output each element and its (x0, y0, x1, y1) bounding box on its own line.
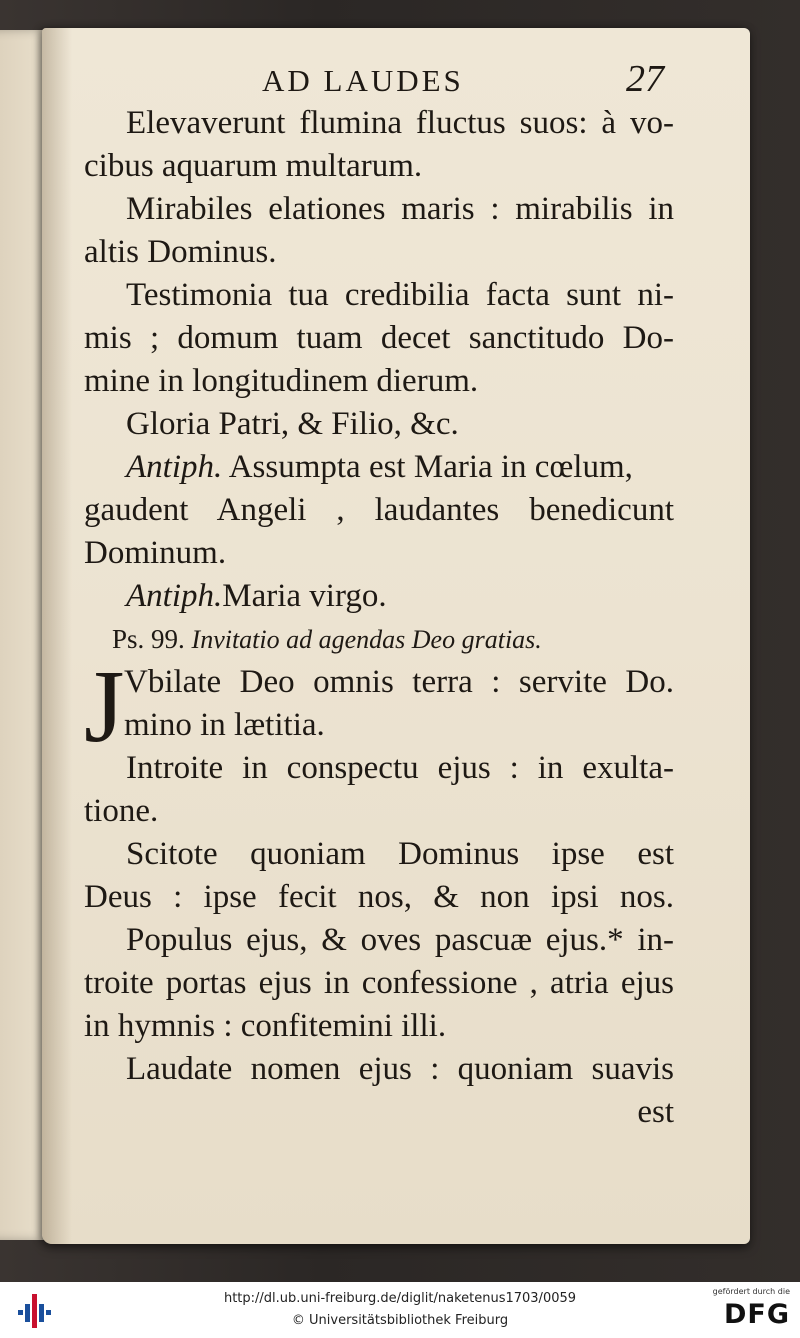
antiphon-line (84, 446, 674, 489)
text-line: Laudate nomen ejus : quoniam suavis (126, 1051, 674, 1087)
psalm-heading (84, 618, 674, 661)
psalm-label: Ps. 99. (112, 624, 185, 654)
text-line: Introite in conspectu ejus : in exulta- (126, 750, 674, 786)
text-line: Mirabiles elationes maris : mirabilis in (126, 191, 674, 227)
dfg-logo: DFG (723, 1299, 790, 1330)
text-line: Elevaverunt flumina fluctus suos: à vo- (126, 105, 674, 141)
text-line: gaudent Angeli , laudantes benedicunt (84, 492, 674, 528)
text-line: cibus aquarum multarum. (84, 148, 423, 184)
text-line: Vbilate Deo omnis terra : servite Do. (124, 664, 674, 700)
text-line: in hymnis : confitemini illi. (84, 1008, 447, 1044)
antiphon-line (84, 575, 674, 618)
psalm-title: Invitatio ad agendas Deo gratias. (191, 625, 542, 654)
antiphon-text: Assumpta est Maria in cœlum, (228, 449, 633, 485)
text-line: Dominum. (84, 535, 227, 571)
antiphon-label: Antiph. (126, 449, 223, 485)
doxology-line: Gloria Patri, & Filio, &c. (126, 406, 459, 442)
page-gutter-shadow (42, 28, 72, 1244)
funding-note: gefördert durch die (712, 1287, 790, 1296)
catchword: est (637, 1094, 674, 1130)
text-line: Scitote quoniam Dominus ipse est (126, 836, 674, 872)
dropcap-block (84, 649, 674, 764)
text-line: altis Dominus. (84, 234, 277, 270)
antiphon-text: Maria virgo. (222, 578, 387, 614)
text-line: Deus : ipse fecit nos, & non ipsi nos. (84, 879, 674, 915)
page-number: 27 (626, 58, 664, 100)
text-line: mino in lætitia. (124, 707, 325, 743)
running-head: AD LAUDES (262, 63, 464, 98)
text-line: mis ; domum tuam decet sanctitudo Do- (84, 320, 674, 356)
text-line: tione. (84, 793, 159, 829)
antiphon-label: Antiph. (126, 578, 223, 614)
copyright-notice: © Universitätsbibliothek Freiburg (291, 1313, 509, 1328)
viewer-footer (0, 1282, 800, 1338)
permalink-url[interactable]: http://dl.ub.uni-freiburg.de/diglit/naketenus1703/0059 (223, 1291, 577, 1306)
page-text (84, 58, 674, 1134)
dropcap-letter: J (84, 649, 125, 764)
text-line: Testimonia tua credibilia facta sunt ni- (126, 277, 674, 313)
text-line: Populus ejus, & oves pascuæ ejus.* in- (126, 922, 674, 958)
text-line: mine in longitudinem dierum. (84, 363, 479, 399)
text-line: troite portas ejus in confessione , atria ejus (84, 965, 674, 1001)
page-header (84, 58, 674, 100)
